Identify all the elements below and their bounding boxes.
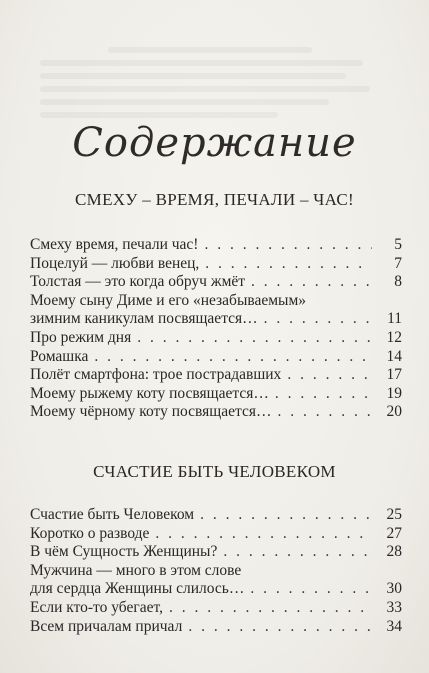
section-header-2: СЧАСТИЕ БЫТЬ ЧЕЛОВЕКОМ (93, 462, 336, 481)
dot-leader (169, 599, 372, 618)
toc-entry-title: В чём Сущность Женщины? (30, 543, 218, 561)
toc-entry-title: Моему чёрному коту посвящается… (30, 403, 272, 421)
toc-entry (30, 580, 402, 599)
toc-entry-page: 14 (386, 347, 402, 365)
dot-leader (251, 273, 372, 292)
dot-leader (205, 255, 372, 274)
page-title: Содержание (72, 120, 357, 166)
toc-entry-page: 5 (394, 236, 402, 253)
toc-entry (30, 599, 402, 618)
toc-entry-page: 27 (386, 524, 402, 542)
toc-entry-page: 33 (386, 598, 402, 616)
toc-entry-title: Мужчина — много в этом слове (30, 561, 242, 579)
toc-list-2 (30, 506, 402, 636)
dot-leader (250, 580, 372, 599)
toc-list-1 (30, 236, 402, 422)
toc-entry (30, 618, 402, 637)
dot-leader (223, 543, 372, 562)
toc-entry-title: Коротко о разводе (30, 524, 150, 542)
toc-entry-title: Поцелуй — любви венец, (30, 254, 200, 272)
toc-entry (30, 236, 402, 255)
toc-entry (30, 348, 402, 367)
toc-entry (30, 329, 402, 348)
toc-entry-page: 7 (394, 254, 402, 272)
dot-leader (94, 348, 372, 367)
toc-entry-page: 30 (386, 580, 402, 598)
section-header-1: СМЕХУ – ВРЕМЯ, ПЕЧАЛИ – ЧАС! (75, 190, 354, 209)
toc-entry-title: Счастие быть Человеком (30, 506, 195, 523)
toc-entry-line1 (30, 562, 402, 581)
toc-entry (30, 255, 402, 274)
toc-entry-title: Полёт смартфона: трое пострадавших (30, 366, 282, 384)
toc-entry (30, 310, 402, 329)
toc-entry-page: 12 (386, 328, 402, 346)
toc-entry-title: для сердца Женщины слилось… (30, 580, 245, 598)
toc-entry-title: Моему рыжему коту посвящается… (30, 384, 269, 402)
toc-entry (30, 525, 402, 544)
toc-entry-title: Моему сыну Диме и его «незабываемым» (30, 291, 307, 309)
toc-entry (30, 366, 402, 385)
dot-leader (204, 236, 372, 255)
dot-leader (264, 310, 372, 329)
toc-entry-title: Всем причалам причал (30, 617, 183, 635)
toc-entry-title: Смеху время, печали час! (30, 236, 199, 253)
dot-leader (277, 403, 372, 422)
toc-entry-title: Про режим дня (30, 328, 132, 346)
toc-entry-title: Толстая — это когда обруч жмёт (30, 273, 246, 291)
toc-entry-page: 19 (386, 384, 402, 402)
dot-leader (287, 366, 372, 385)
toc-entry (30, 543, 402, 562)
toc-entry-page: 25 (386, 506, 402, 523)
toc-entry-page: 8 (394, 273, 402, 291)
toc-entry (30, 273, 402, 292)
toc-entry (30, 403, 402, 422)
toc-entry-page: 20 (386, 403, 402, 421)
toc-entry-page: 34 (386, 617, 402, 635)
toc-entry-page: 28 (386, 543, 402, 561)
toc-entry-page: 11 (387, 310, 402, 328)
toc-entry (30, 506, 402, 525)
toc-entry-title: Ромашка (30, 347, 89, 365)
dot-leader (275, 385, 372, 404)
toc-entry-page: 17 (386, 366, 402, 384)
dot-leader (188, 618, 372, 637)
toc-entry-title: Если кто-то убегает, (30, 598, 163, 616)
dot-leader (137, 329, 372, 348)
dot-leader (155, 525, 372, 544)
toc-entry-line1 (30, 292, 402, 311)
toc-entry-title: зимним каникулам посвящается… (30, 310, 258, 328)
dot-leader (200, 506, 372, 525)
toc-entry (30, 385, 402, 404)
